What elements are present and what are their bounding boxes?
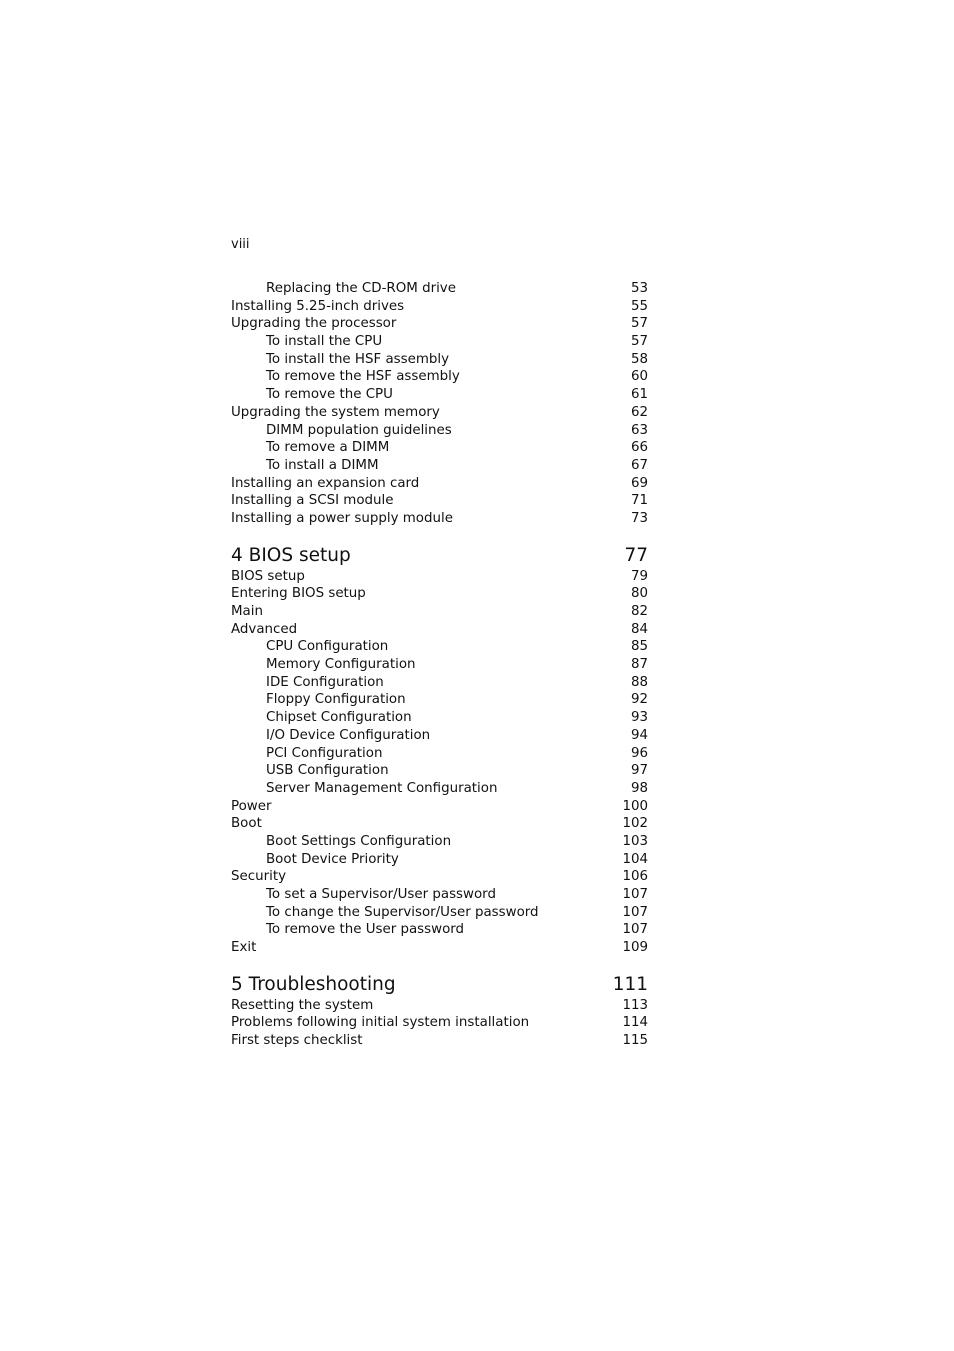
entry-page-number: 102 [622, 816, 648, 832]
page-number: viii [231, 237, 250, 252]
entry-page-number: 107 [622, 887, 648, 902]
entry-page-number: 98 [630, 780, 648, 796]
entry-page-number: 103 [622, 833, 648, 849]
toc-subentry[interactable] [231, 674, 648, 692]
entry-page-number: 84 [630, 621, 648, 637]
toc-entry[interactable] [231, 492, 648, 510]
toc-section [231, 544, 648, 957]
toc-subentry[interactable] [231, 762, 648, 780]
toc-entry[interactable] [231, 798, 648, 816]
chapter-page-number: 111 [612, 973, 648, 995]
toc-entry[interactable] [231, 315, 648, 333]
entry-page-number: 104 [622, 851, 648, 867]
toc-entry[interactable] [231, 1014, 648, 1032]
entry-page-number: 60 [630, 369, 648, 385]
toc-subentry[interactable] [231, 745, 648, 763]
toc-subentry[interactable] [231, 656, 648, 674]
entry-title: Upgrading the system memory [231, 404, 440, 420]
entry-page-number: 66 [630, 440, 648, 456]
entry-title: Advanced [231, 621, 298, 637]
table-of-contents [231, 280, 648, 1050]
entry-page-number: 53 [630, 281, 648, 296]
toc-subentry[interactable] [231, 886, 648, 904]
toc-subentry[interactable] [231, 833, 648, 851]
entry-title: Installing an expansion card [231, 475, 420, 491]
entry-title: Boot [231, 816, 262, 832]
entry-title: To remove the CPU [266, 387, 393, 403]
toc-subentry[interactable] [231, 351, 648, 369]
entry-page-number: 85 [630, 639, 648, 655]
entry-title: Installing a power supply module [231, 510, 453, 526]
entry-title: To remove a DIMM [266, 440, 390, 456]
toc-entry[interactable] [231, 510, 648, 528]
entry-title: BIOS setup [231, 568, 305, 584]
entry-page-number: 87 [630, 657, 648, 673]
entry-page-number: 107 [622, 904, 648, 920]
entry-page-number: 73 [630, 510, 648, 526]
entry-title: To set a Supervisor/User password [266, 887, 496, 902]
entry-title: Exit [231, 940, 257, 956]
chapter-page-number: 77 [624, 544, 648, 566]
entry-title: Entering BIOS setup [231, 586, 366, 602]
entry-page-number: 71 [630, 493, 648, 509]
toc-subentry[interactable] [231, 422, 648, 440]
toc-entry[interactable] [231, 603, 648, 621]
chapter-title: 4 BIOS setup [231, 544, 351, 566]
entry-page-number: 80 [630, 586, 648, 602]
chapter-heading[interactable] [231, 544, 648, 568]
entry-title: Power [231, 798, 272, 814]
entry-page-number: 61 [630, 387, 648, 403]
entry-title: Memory Configuration [266, 657, 416, 673]
entry-page-number: 63 [630, 422, 648, 438]
entry-title: To install the CPU [266, 334, 383, 350]
toc-subentry[interactable] [231, 439, 648, 457]
toc-entry[interactable] [231, 404, 648, 422]
entry-page-number: 55 [630, 298, 648, 314]
entry-title: To change the Supervisor/User password [266, 904, 539, 920]
toc-subentry[interactable] [231, 333, 648, 351]
entry-title: IDE Configuration [266, 674, 384, 690]
entry-page-number: 88 [630, 674, 648, 690]
entry-title: Chipset Configuration [266, 710, 412, 726]
toc-subentry[interactable] [231, 691, 648, 709]
chapter-heading[interactable] [231, 973, 648, 997]
entry-page-number: 82 [630, 604, 648, 619]
entry-title: First steps checklist [231, 1033, 363, 1049]
toc-entry[interactable] [231, 585, 648, 603]
entry-page-number: 92 [630, 692, 648, 708]
entry-title: To remove the User password [266, 922, 465, 938]
toc-entry[interactable] [231, 568, 648, 586]
entry-title: CPU Configuration [266, 639, 389, 655]
entry-page-number: 67 [630, 457, 648, 473]
toc-entry[interactable] [231, 868, 648, 886]
toc-entry[interactable] [231, 997, 648, 1015]
entry-page-number: 114 [622, 1015, 648, 1031]
toc-section [231, 973, 648, 1050]
toc-subentry[interactable] [231, 709, 648, 727]
entry-page-number: 57 [630, 334, 648, 350]
entry-title: Installing 5.25-inch drives [231, 298, 405, 314]
chapter-title: 5 Troubleshooting [231, 973, 396, 995]
entry-title: Boot Settings Configuration [266, 833, 452, 849]
toc-entry[interactable] [231, 621, 648, 639]
entry-page-number: 113 [622, 997, 648, 1013]
entry-title: Upgrading the processor [231, 316, 397, 332]
entry-page-number: 107 [622, 922, 648, 938]
entry-title: To install a DIMM [266, 457, 379, 473]
entry-title: Replacing the CD-ROM drive [266, 281, 456, 296]
entry-title: USB Configuration [266, 763, 389, 779]
toc-entry[interactable] [231, 815, 648, 833]
entry-page-number: 97 [630, 763, 648, 779]
entry-page-number: 62 [630, 404, 648, 420]
entry-title: PCI Configuration [266, 745, 383, 761]
toc-subentry[interactable] [231, 921, 648, 939]
entry-title: Installing a SCSI module [231, 493, 394, 509]
toc-section [231, 280, 648, 528]
toc-subentry[interactable] [231, 280, 648, 298]
entry-title: Resetting the system [231, 997, 374, 1013]
toc-subentry[interactable] [231, 457, 648, 475]
toc-subentry[interactable] [231, 386, 648, 404]
entry-page-number: 93 [630, 710, 648, 726]
entry-title: To install the HSF assembly [266, 351, 450, 367]
entry-title: Server Management Configuration [266, 780, 498, 796]
toc-entry[interactable] [231, 1032, 648, 1050]
entry-page-number: 115 [622, 1033, 648, 1049]
toc-entry[interactable] [231, 475, 648, 493]
entry-page-number: 57 [630, 316, 648, 332]
toc-entry[interactable] [231, 298, 648, 316]
entry-title: Boot Device Priority [266, 851, 399, 867]
toc-subentry[interactable] [231, 904, 648, 922]
toc-subentry[interactable] [231, 851, 648, 869]
entry-page-number: 106 [622, 869, 648, 885]
entry-title: Main [231, 604, 263, 619]
toc-subentry[interactable] [231, 727, 648, 745]
entry-title: DIMM population guidelines [266, 422, 452, 438]
entry-page-number: 94 [630, 727, 648, 743]
entry-title: Security [231, 869, 286, 885]
entry-page-number: 79 [630, 568, 648, 584]
entry-title: Problems following initial system installation [231, 1015, 530, 1031]
toc-subentry[interactable] [231, 780, 648, 798]
toc-subentry[interactable] [231, 638, 648, 656]
entry-title: Floppy Configuration [266, 692, 406, 708]
entry-page-number: 100 [622, 798, 648, 814]
entry-title: I/O Device Configuration [266, 727, 431, 743]
toc-entry[interactable] [231, 939, 648, 957]
entry-page-number: 58 [630, 351, 648, 367]
entry-page-number: 69 [630, 475, 648, 491]
entry-page-number: 109 [622, 940, 648, 956]
toc-subentry[interactable] [231, 368, 648, 386]
entry-page-number: 96 [630, 745, 648, 761]
entry-title: To remove the HSF assembly [266, 369, 460, 385]
